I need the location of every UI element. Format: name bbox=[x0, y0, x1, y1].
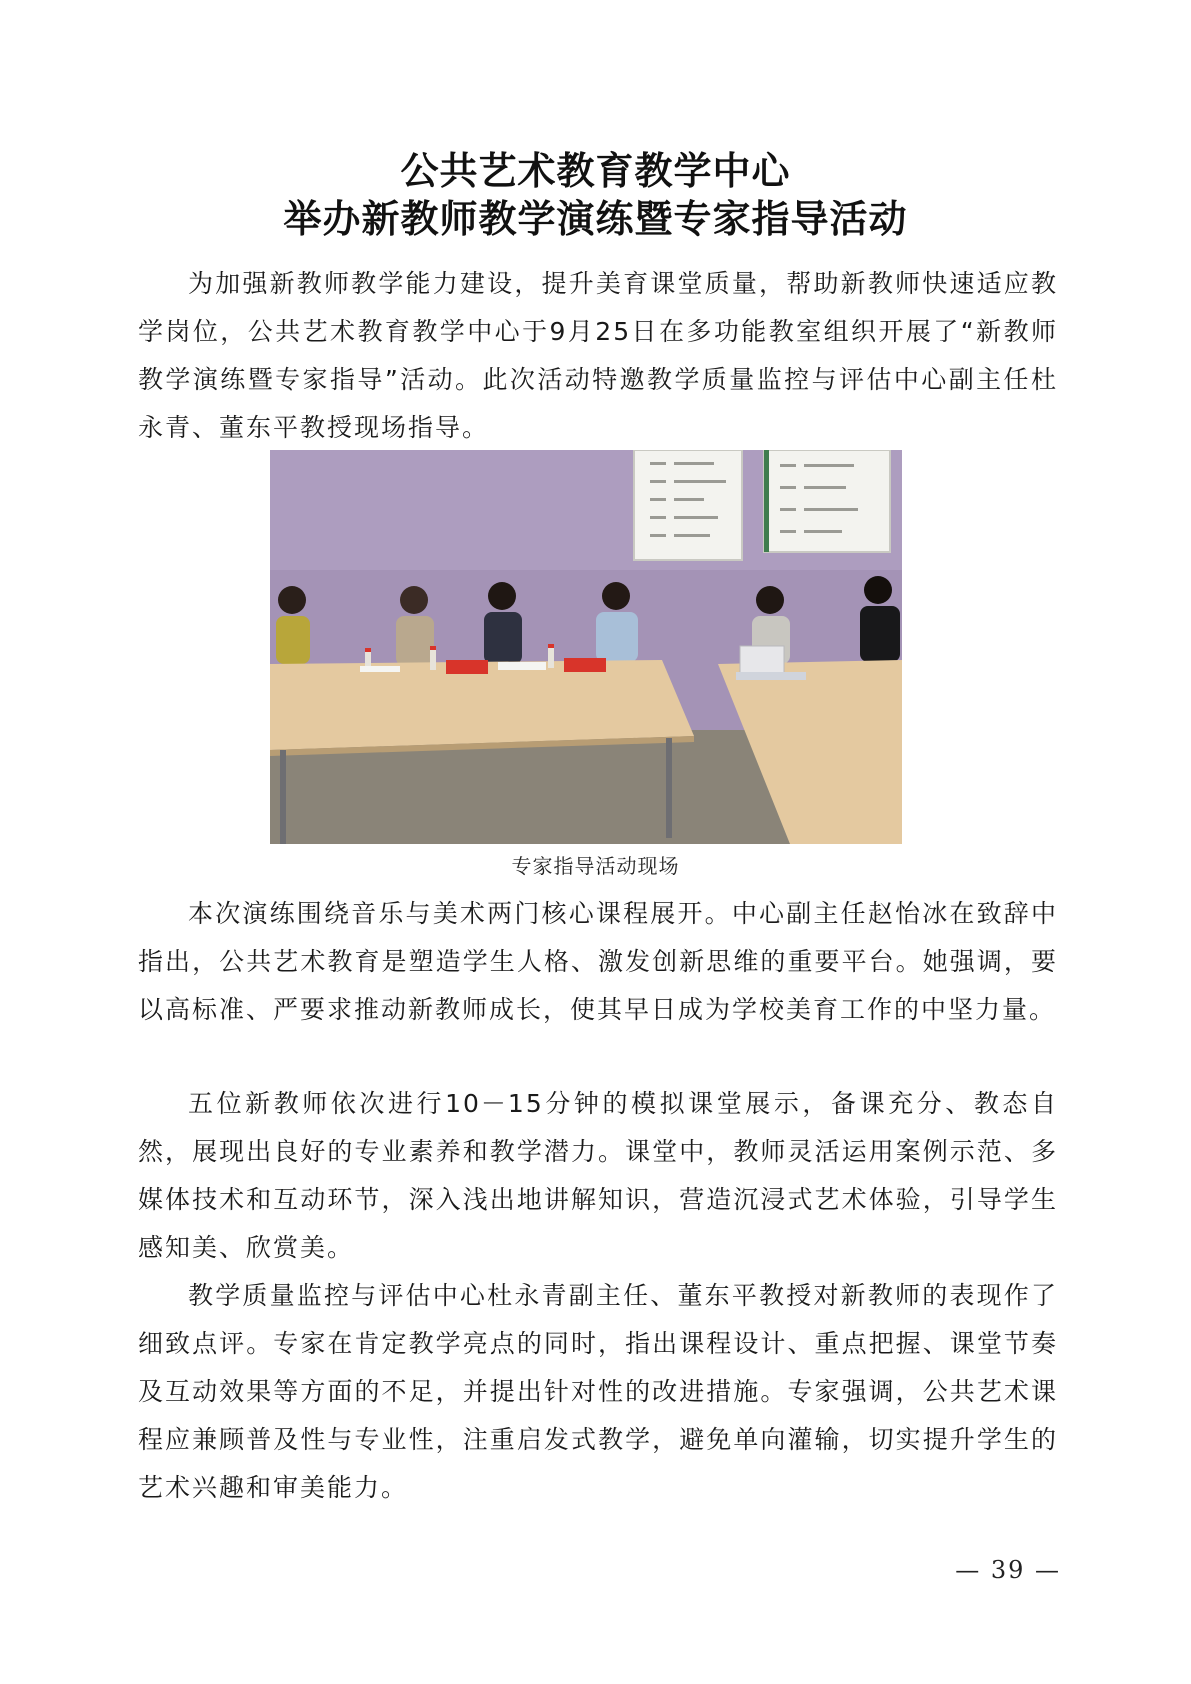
document-title-line1: 公共艺术教育教学中心 bbox=[400, 148, 791, 193]
paragraph-1: 为加强新教师教学能力建设，提升美育课堂质量，帮助新教师快速适应教学岗位，公共艺术教育教学中心于9月25日在多功能教室组织开展了“新教师教学演练暨专家指导”活动。此次活动特邀教学质量监控与评估中心副主任杜永青、董东平教授现场指导。 bbox=[138, 269, 1058, 442]
paragraph-3: 五位新教师依次进行10－15分钟的模拟课堂展示，备课充分、教态自然，展现出良好的专业素养和教学潜力。课堂中，教师灵活运用案例示范、多媒体技术和互动环节，深入浅出地讲解知识，营造沉浸式艺术体验，引导学生感知美、欣赏美。 bbox=[138, 1089, 1058, 1262]
activity-photo bbox=[270, 450, 902, 844]
document-title-line2: 举办新教师教学演练暨专家指导活动 bbox=[283, 196, 908, 241]
paragraph-2: 本次演练围绕音乐与美术两门核心课程展开。中心副主任赵怡冰在致辞中指出，公共艺术教育是塑造学生人格、激发创新思维的重要平台。她强调，要以高标准、严要求推动新教师成长，使其早日成为学校美育工作的中坚力量。 bbox=[138, 899, 1058, 1024]
paragraph-4: 教学质量监控与评估中心杜永青副主任、董东平教授对新教师的表现作了细致点评。专家在肯定教学亮点的同时，指出课程设计、重点把握、课堂节奏及互动效果等方面的不足，并提出针对性的改进措施。专家强调，公共艺术课程应兼顾普及性与专业性，注重启发式教学，避免单向灌输，切实提升学生的艺术兴趣和审美能力。 bbox=[138, 1281, 1058, 1502]
photo-caption: 专家指导活动现场 bbox=[511, 854, 680, 878]
page-number: — 39 — bbox=[955, 1556, 1061, 1584]
